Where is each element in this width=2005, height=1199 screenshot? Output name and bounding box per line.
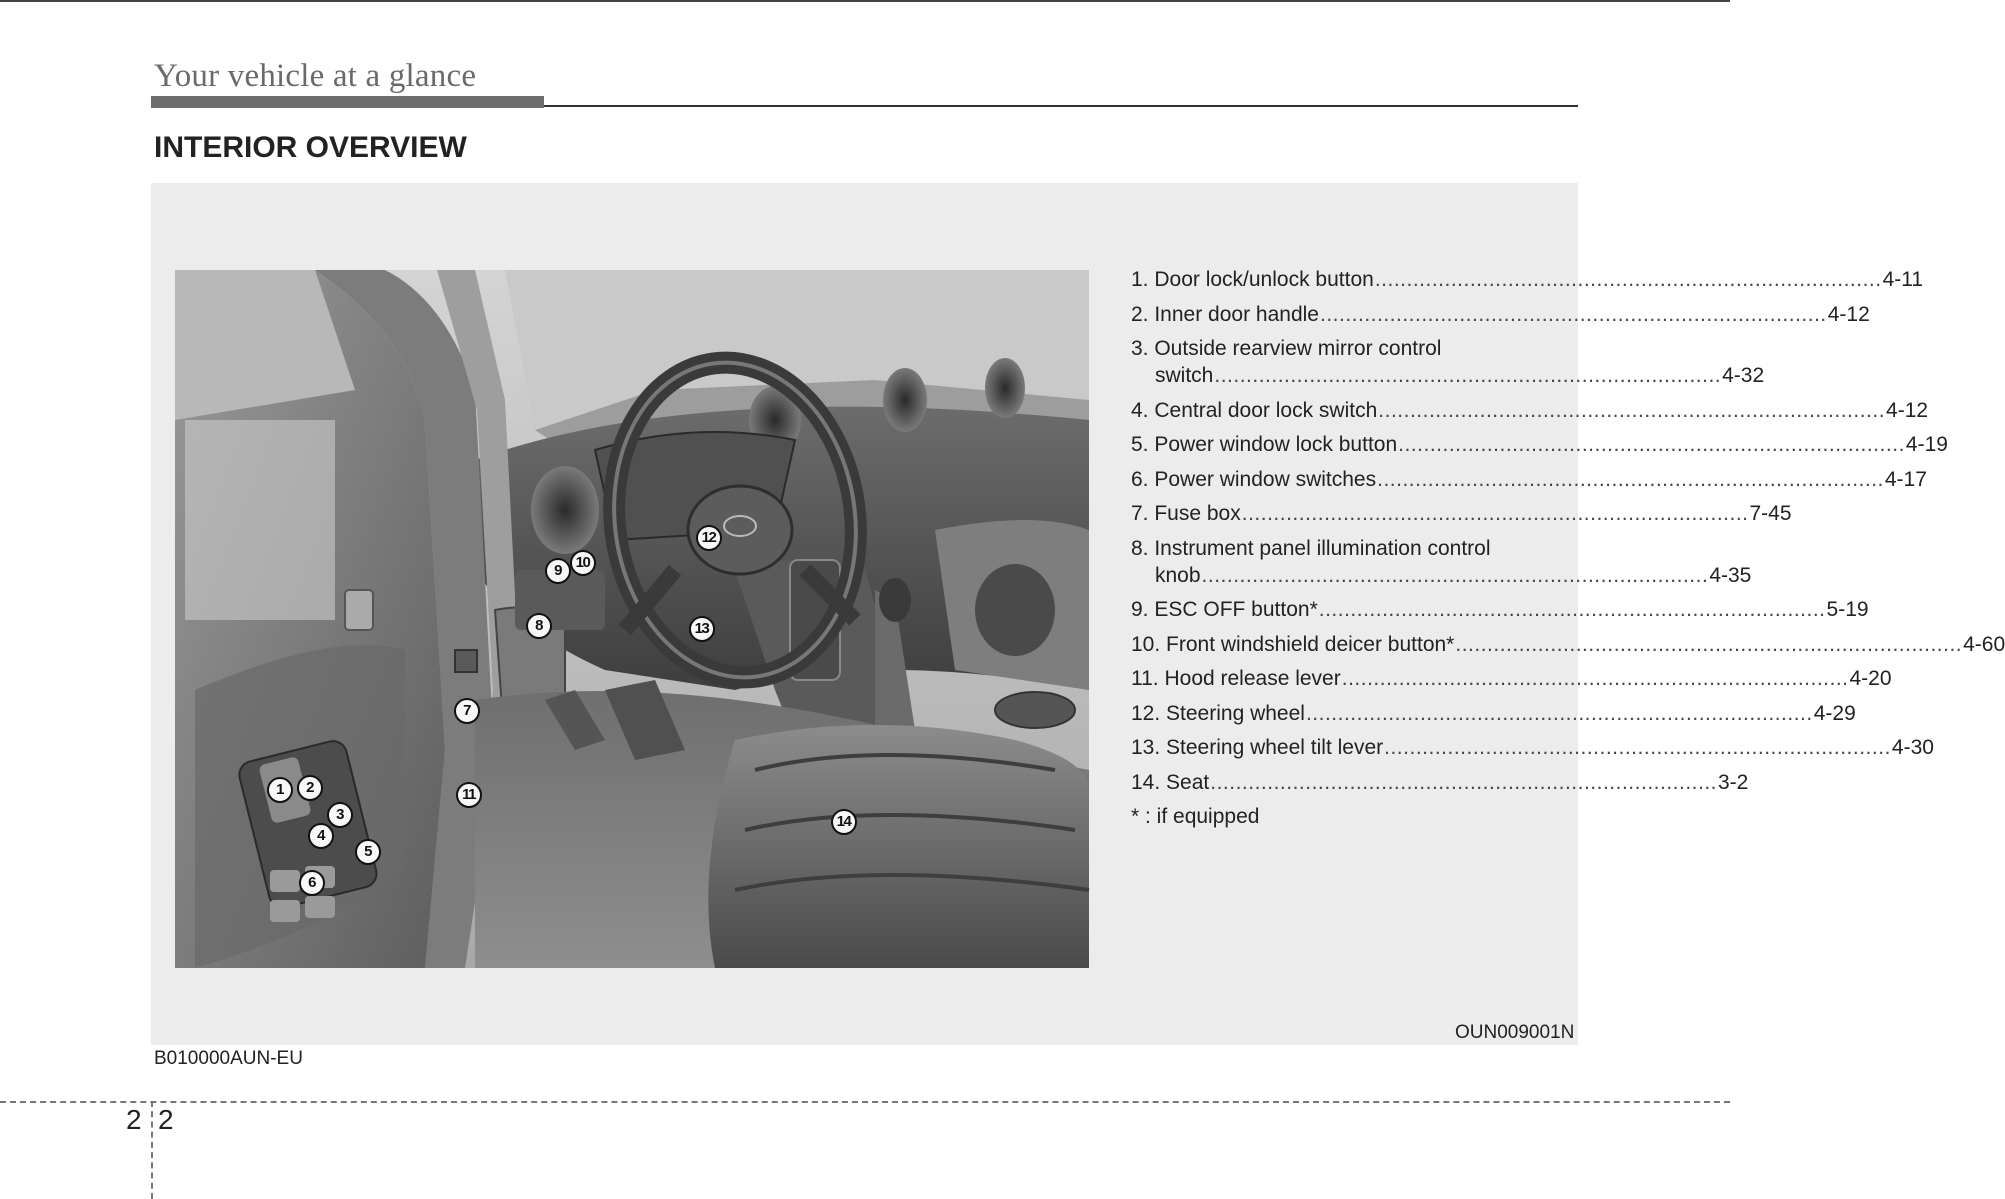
leader-dots: ................................................................................ <box>1398 433 1905 456</box>
legend-item <box>1131 397 1929 424</box>
legend-page-ref: 4-35 <box>1709 563 1752 587</box>
page-heading: INTERIOR OVERVIEW <box>154 131 467 164</box>
legend-page-ref: 4-12 <box>1827 302 1870 326</box>
legend-item <box>1131 631 2005 658</box>
callout-1: 1 <box>267 777 293 803</box>
legend-page-ref: 4-19 <box>1905 433 1948 456</box>
footnote: * : if equipped <box>1131 805 1260 828</box>
footer-dashed-divider <box>151 1101 153 1199</box>
legend-item <box>1131 500 1792 527</box>
legend-label: 1. Door lock/unlock button <box>1131 268 1374 291</box>
legend-item <box>1131 734 1934 761</box>
leader-dots: ................................................................................ <box>1210 770 1717 794</box>
legend-page-ref: 4-30 <box>1891 736 1934 759</box>
legend-page-ref: 4-29 <box>1813 701 1856 725</box>
callout-9: 9 <box>545 558 571 584</box>
legend-item <box>1131 535 1752 589</box>
legend-page-ref: 4-32 <box>1722 364 1765 387</box>
legend-item <box>1131 301 1870 328</box>
legend-label: 13. Steering wheel tilt lever <box>1131 736 1384 759</box>
callout-6: 6 <box>299 870 325 896</box>
legend-page-ref: 5-19 <box>1826 598 1869 621</box>
callout-3: 3 <box>327 802 353 828</box>
chapter-number: 2 <box>126 1104 142 1135</box>
header-rule-thick <box>151 96 544 108</box>
top-border <box>0 0 1730 2</box>
leader-dots: ................................................................................ <box>1318 598 1826 621</box>
interior-illustration <box>175 270 1089 968</box>
callout-11: 11 <box>456 782 482 808</box>
legend-label: 14. Seat <box>1131 770 1210 794</box>
header-rule-thin <box>544 105 1578 107</box>
leader-dots: ................................................................................ <box>1305 701 1813 725</box>
document-code: B010000AUN-EU <box>154 1048 303 1069</box>
legend-label: 8. Instrument panel illumination control <box>1131 536 1491 560</box>
callout-14: 14 <box>831 809 857 835</box>
legend-label: 10. Front windshield deicer button* <box>1131 632 1455 656</box>
legend-item <box>1131 335 1765 389</box>
legend-label-continuation: knob <box>1155 563 1201 587</box>
leader-dots: ................................................................................ <box>1214 364 1722 387</box>
callout-4: 4 <box>308 823 334 849</box>
legend-label: 4. Central door lock switch <box>1131 398 1378 422</box>
leader-dots: ................................................................................ <box>1455 632 1963 656</box>
legend-page-ref: 7-45 <box>1749 502 1792 525</box>
callout-13: 13 <box>689 616 715 642</box>
legend-label: 5. Power window lock button <box>1131 433 1398 456</box>
legend-label: 12. Steering wheel <box>1131 701 1305 725</box>
leader-dots: ................................................................................ <box>1319 302 1827 326</box>
legend-label: 2. Inner door handle <box>1131 302 1319 326</box>
legend-label: 7. Fuse box <box>1131 502 1241 525</box>
legend-label: 9. ESC OFF button* <box>1131 598 1318 621</box>
callout-7: 7 <box>454 698 480 724</box>
legend-label: 3. Outside rearview mirror control <box>1131 337 1442 360</box>
legend-item <box>1131 266 1924 293</box>
leader-dots: ................................................................................ <box>1378 398 1886 422</box>
callout-2: 2 <box>297 775 323 801</box>
legend-page-ref: 3-2 <box>1718 770 1749 794</box>
legend-label: 6. Power window switches <box>1131 467 1377 491</box>
legend-page-ref: 4-20 <box>1849 667 1892 690</box>
legend-item <box>1131 596 1869 623</box>
callout-layer <box>175 270 1089 968</box>
legend-item <box>1131 700 1856 727</box>
legend-item <box>1131 466 1927 493</box>
legend-page-ref: 4-11 <box>1882 268 1924 291</box>
callout-12: 12 <box>696 525 722 551</box>
leader-dots: ................................................................................ <box>1201 563 1709 587</box>
leader-dots: ................................................................................ <box>1341 667 1849 690</box>
legend-item <box>1131 665 1892 692</box>
callout-10: 10 <box>570 550 596 576</box>
legend-label: 11. Hood release lever <box>1131 667 1341 690</box>
parts-legend <box>1131 266 2005 830</box>
legend-item <box>1131 431 1948 458</box>
page-number: 2 <box>158 1104 174 1135</box>
footer-dashed-rule <box>0 1101 1730 1103</box>
legend-label-continuation: switch <box>1155 364 1214 387</box>
legend-page-ref: 4-12 <box>1886 398 1929 422</box>
callout-5: 5 <box>355 839 381 865</box>
leader-dots: ................................................................................ <box>1241 502 1749 525</box>
legend-page-ref: 4-60 <box>1963 632 2005 656</box>
leader-dots: ................................................................................ <box>1384 736 1891 759</box>
leader-dots: ................................................................................ <box>1377 467 1884 491</box>
legend-item <box>1131 769 1749 796</box>
legend-page-ref: 4-17 <box>1884 467 1927 491</box>
leader-dots: ................................................................................ <box>1374 268 1882 291</box>
image-code: OUN009001N <box>1455 1022 1575 1043</box>
section-title: Your vehicle at a glance <box>154 58 477 94</box>
callout-8: 8 <box>526 613 552 639</box>
